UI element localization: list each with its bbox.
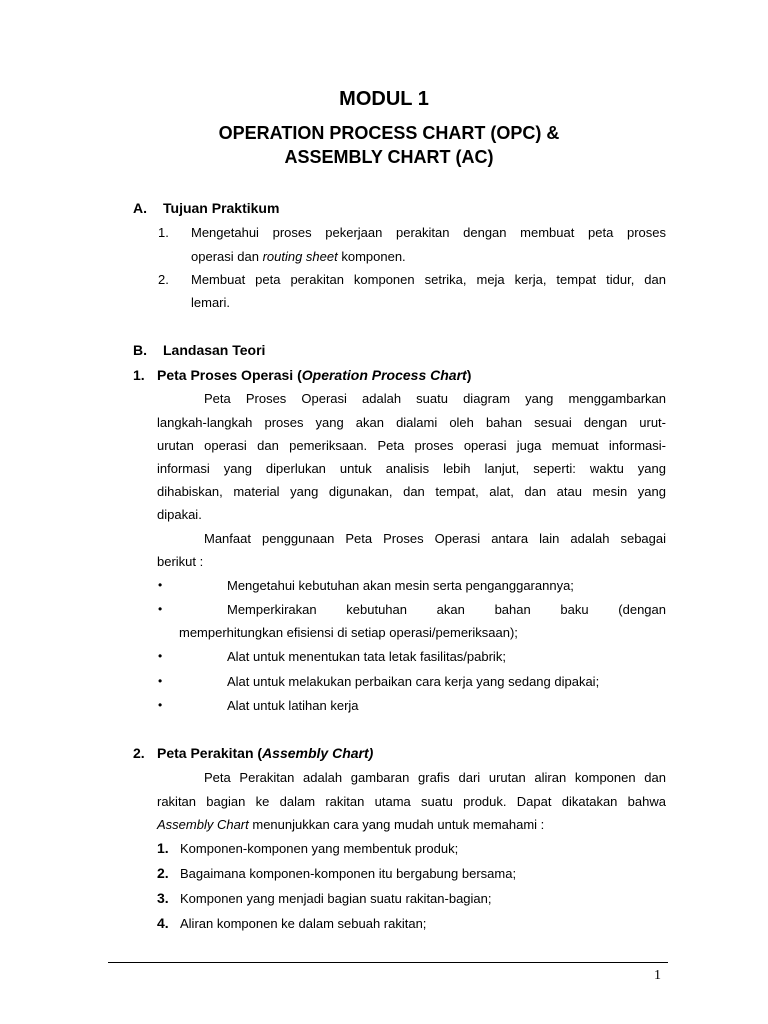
benefit-intro-line: Manfaat penggunaan Peta Proses Operasi antara lain adalah sebagai — [204, 531, 666, 546]
heading-text: Peta Perakitan ( — [157, 745, 263, 761]
section-a-heading: Tujuan Praktikum — [163, 200, 280, 216]
heading-italic-term: Operation Process Chart — [301, 367, 467, 383]
benefit-item: Mengetahui kebutuhan akan mesin serta penganggarannya; — [227, 578, 574, 593]
page-number: 1 — [654, 968, 661, 983]
assembly-paragraph-text: menunjukkan cara yang mudah untuk memahami : — [248, 817, 545, 832]
module-title: MODUL 1 — [339, 88, 429, 110]
assembly-item-number: 2. — [157, 865, 169, 881]
assembly-item: Komponen yang menjadi bagian suatu rakitan-bagian; — [180, 891, 492, 906]
bullet-icon: • — [158, 674, 163, 688]
bullet-icon: • — [158, 698, 163, 712]
subtitle-line-2: ASSEMBLY CHART (AC) — [284, 147, 494, 167]
assembly-item: Komponen-komponen yang membentuk produk; — [180, 841, 459, 856]
subsection-1-label: 1. — [133, 367, 145, 383]
section-b-label: B. — [133, 342, 147, 358]
subsection-2-label: 2. — [133, 745, 145, 761]
subtitle-line-1: OPERATION PROCESS CHART (OPC) & — [218, 123, 560, 143]
benefit-item-continuation: memperhitungkan efisiensi di setiap operasi/pemeriksaan); — [179, 625, 518, 640]
assembly-chart-term: Assembly Chart — [157, 817, 249, 832]
assembly-paragraph-line: rakitan bagian ke dalam rakitan utama suatu produk. Dapat dikatakan bahwa — [157, 794, 666, 809]
bullet-icon: • — [158, 578, 163, 592]
opc-paragraph-line: informasi yang diperlukan untuk analisis lebih lanjut, seperti: waktu yang — [157, 461, 666, 476]
objective-2-line-1: Membuat peta perakitan komponen setrika, meja kerja, tempat tidur, dan — [191, 272, 666, 287]
benefit-item: Alat untuk latihan kerja — [227, 698, 359, 713]
assembly-paragraph-line — [157, 813, 666, 836]
benefit-intro-line: berikut : — [157, 554, 204, 569]
objective-2-line-2: lemari. — [191, 295, 231, 310]
subsection-1-heading — [157, 365, 471, 385]
opc-paragraph-line: dihabiskan, material yang digunakan, dan tempat, alat, dan atau mesin yang — [157, 484, 666, 499]
bullet-icon: • — [158, 602, 163, 616]
assembly-item-number: 1. — [157, 840, 169, 856]
objective-number: 2. — [158, 272, 169, 287]
benefit-item: Memperkirakan kebutuhan akan bahan baku (dengan — [227, 602, 666, 617]
subsection-2-heading — [157, 743, 373, 763]
assembly-item-number: 3. — [157, 890, 169, 906]
objective-1-text-end: komponen. — [337, 249, 406, 264]
benefit-item: Alat untuk menentukan tata letak fasilitas/pabrik; — [227, 649, 506, 664]
heading-italic-term: Assembly Chart) — [262, 745, 374, 761]
footer-rule — [108, 962, 668, 963]
heading-text-end: ) — [466, 367, 472, 383]
opc-paragraph-line: langkah-langkah proses yang akan dialami oleh bahan sesuai dengan urut- — [157, 415, 666, 430]
module-subtitle — [0, 121, 768, 169]
bullet-icon: • — [158, 649, 163, 663]
routing-sheet-term: routing sheet — [262, 249, 338, 264]
assembly-item-number: 4. — [157, 915, 169, 931]
objective-1-line-2 — [191, 245, 666, 268]
assembly-item: Aliran komponen ke dalam sebuah rakitan; — [180, 916, 427, 931]
assembly-item: Bagaimana komponen-komponen itu bergabung bersama; — [180, 866, 517, 881]
opc-paragraph-line: dipakai. — [157, 507, 202, 522]
section-a-label: A. — [133, 200, 147, 216]
section-b-heading: Landasan Teori — [163, 342, 266, 358]
opc-paragraph-line: urutan operasi dan pemeriksaan. Peta proses operasi juga memuat informasi- — [157, 438, 666, 453]
assembly-paragraph-line: Peta Perakitan adalah gambaran grafis dari urutan aliran komponen dan — [204, 770, 666, 785]
opc-paragraph-line: Peta Proses Operasi adalah suatu diagram yang menggambarkan — [204, 391, 666, 406]
objective-1-text: operasi dan — [191, 249, 263, 264]
benefit-item: Alat untuk melakukan perbaikan cara kerja yang sedang dipakai; — [227, 674, 600, 689]
heading-text: Peta Proses Operasi ( — [157, 367, 302, 383]
objective-number: 1. — [158, 225, 169, 240]
objective-1-line-1: Mengetahui proses pekerjaan perakitan dengan membuat peta proses — [191, 225, 666, 240]
